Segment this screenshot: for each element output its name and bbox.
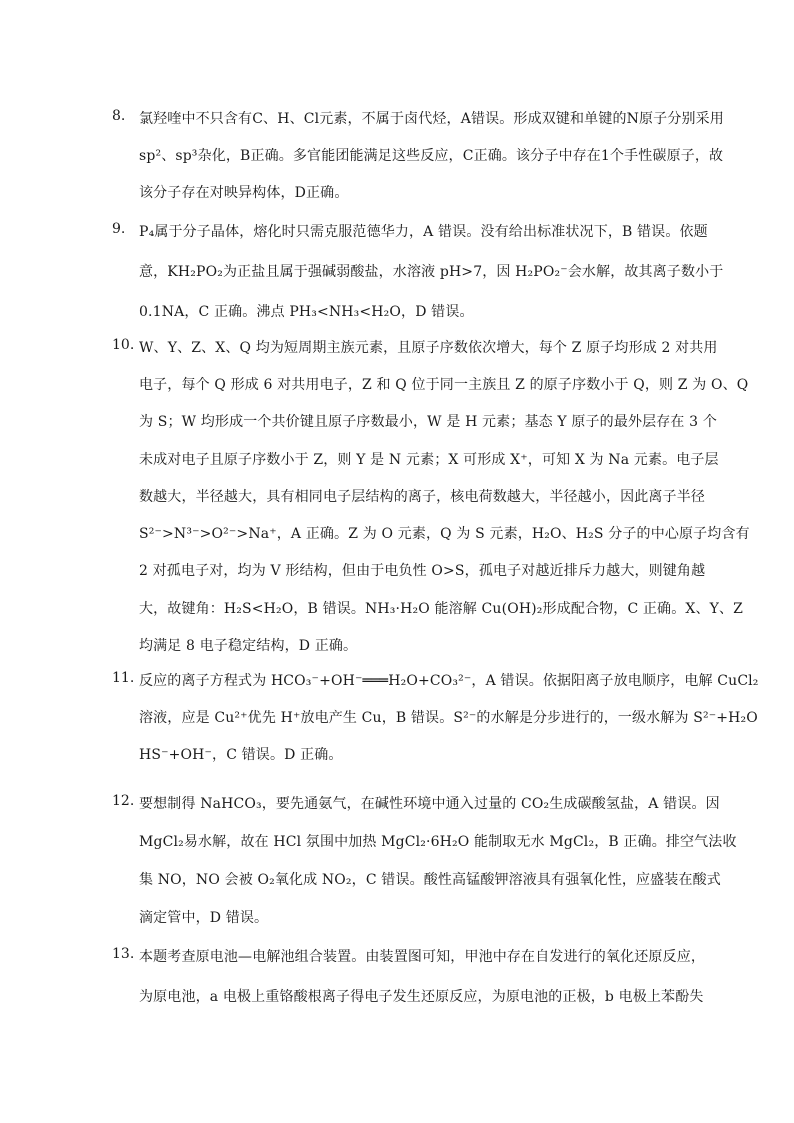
item-line: MgCl₂易水解，故在 HCl 氛围中加热 MgCl₂·6H₂O 能制取无水 MgCl₂，B 正确。排空气法收 <box>139 834 737 850</box>
item-number: 12. <box>112 793 135 809</box>
item-line: 集 NO，NO 会被 O₂氧化成 NO₂，C 错误。酸性高锰酸钾溶液具有强氧化性，应盛装在酸式 <box>139 872 721 888</box>
item-number: 10. <box>112 337 135 353</box>
item-line: 要想制得 NaHCO₃，要先通氨气，在碱性环境中通入过量的 CO₂生成碳酸氢盐，A 错误。因 <box>139 796 720 812</box>
item-line: 滴定管中，D 错误。 <box>139 910 269 926</box>
item-line: 2 对孤电子对，均为 V 形结构，但由于电负性 O>S，孤电子对越近排斥力越大，则键角越 <box>139 563 706 579</box>
item-line: S²⁻>N³⁻>O²⁻>Na⁺，A 正确。Z 为 O 元素，Q 为 S 元素，H₂O、H₂S 分子的中心原子均含有 <box>139 526 750 542</box>
item-line: 溶液，应是 Cu²⁺优先 H⁺放电产生 Cu，B 错误。S²⁻的水解是分步进行的，一级水解为 S²⁻+H₂O <box>139 710 758 726</box>
item-line: 意，KH₂PO₂为正盐且属于强碱弱酸盐，水溶液 pH>7，因 H₂PO₂⁻会水解，故其离子数小于 <box>139 264 724 280</box>
item-line: 为原电池，a 电极上重铬酸根离子得电子发生还原反应，为原电池的正极，b 电极上苯酚失 <box>139 989 704 1005</box>
item-line: 数越大，半径越大，具有相同电子层结构的离子，核电荷数越大，半径越小，因此离子半径 <box>139 489 705 505</box>
item-number: 11. <box>112 670 135 686</box>
item-number: 8. <box>112 108 126 124</box>
item-line: 为 S；W 均形成一个共价键且原子序数最小，W 是 H 元素；基态 Y 原子的最外层存在 3 个 <box>139 414 717 430</box>
item-line: 0.1NA，C 正确。沸点 PH₃<NH₃<H₂O，D 错误。 <box>139 304 474 320</box>
item-line: 本题考查原电池—电解池组合装置。由装置图可知，甲池中存在自发进行的氧化还原反应， <box>139 949 705 965</box>
item-line: 反应的离子方程式为 HCO₃⁻+OH⁻═══H₂O+CO₃²⁻，A 错误。依据阳离子放电顺序，电解 CuCl₂ <box>139 673 759 689</box>
item-line: 氯羟喹中不只含有C、H、Cl元素，不属于卤代烃，A错误。形成双键和单键的N原子分别采用 <box>139 111 724 127</box>
item-number: 9. <box>112 221 126 237</box>
item-line: 大，故键角：H₂S<H₂O，B 错误。NH₃·H₂O 能溶解 Cu(OH)₂形成配合物，C 正确。X、Y、Z <box>139 601 744 617</box>
item-line: W、Y、Z、X、Q 均为短周期主族元素，且原子序数依次增大，每个 Z 原子均形成 2 对共用 <box>139 340 718 356</box>
item-line: HS⁻+OH⁻，C 错误。D 正确。 <box>139 747 343 763</box>
item-line: 均满足 8 电子稳定结构，D 正确。 <box>139 638 358 654</box>
item-line: 未成对电子且原子序数小于 Z，则 Y 是 N 元素；X 可形成 X⁺，可知 X 为 Na 元素。电子层 <box>139 452 719 468</box>
item-line: 电子，每个 Q 形成 6 对共用电子，Z 和 Q 位于同一主族且 Z 的原子序数小于 Q，则 Z 为 O、Q <box>139 377 749 393</box>
item-line: sp²、sp³杂化，B正确。多官能团能满足这些反应，C正确。该分子中存在1个手性碳原子，故 <box>139 148 724 164</box>
item-line: 该分子存在对映异构体，D正确。 <box>139 185 349 201</box>
item-line: P₄属于分子晶体，熔化时只需克服范德华力，A 错误。没有给出标准状况下，B 错误。依题 <box>139 224 708 240</box>
item-number: 13. <box>112 946 135 962</box>
